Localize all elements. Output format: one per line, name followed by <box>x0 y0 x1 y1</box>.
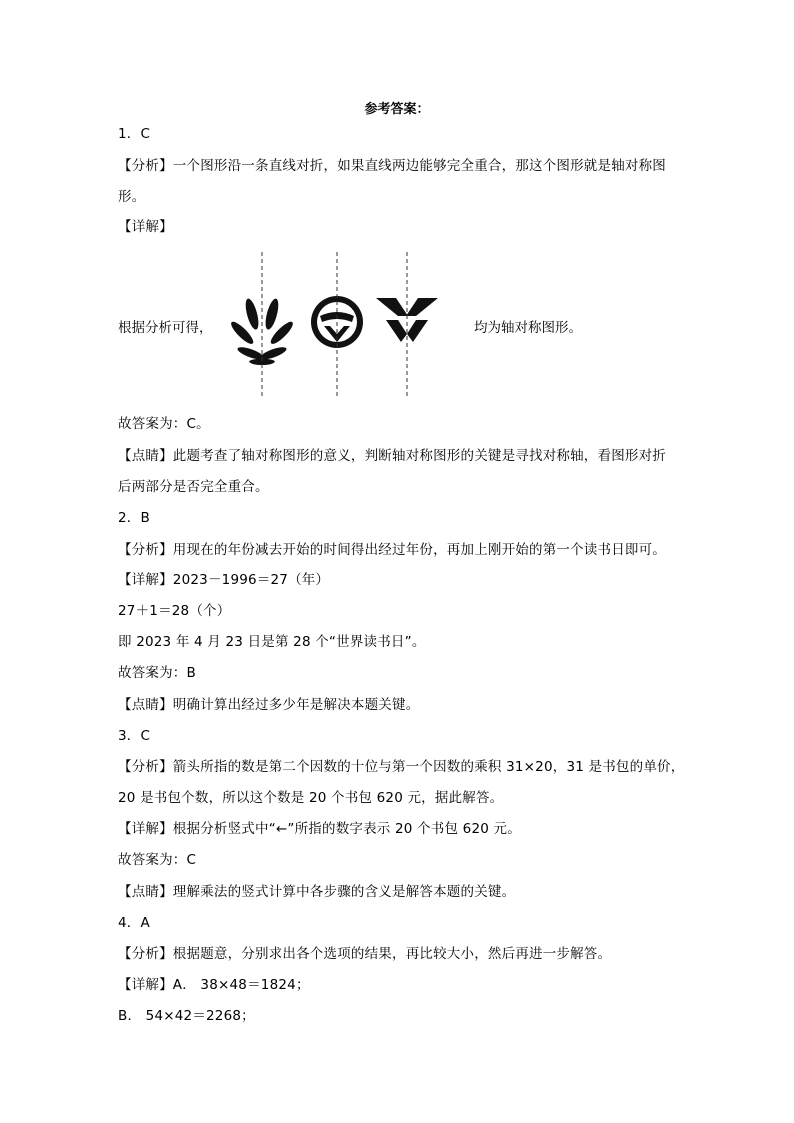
q2-conclusion: 故答案为：B <box>118 665 196 681</box>
q1-comment: 【点睛】此题考查了轴对称图形的意义，判断轴对称图形的关键是寻找对称轴，看图形对折 <box>118 448 666 464</box>
q3-answer: 3．C <box>118 728 151 744</box>
q2-comment: 【点睛】明确计算出经过多少年是解决本题关键。 <box>118 697 420 713</box>
q1-answer: 1．C <box>118 126 151 142</box>
q2-detail: 【详解】2023－1996＝27（年） <box>118 572 330 588</box>
page-title: 参考答案： <box>364 102 430 117</box>
symmetric-logos-figure <box>226 250 466 400</box>
figure-prefix: 根据分析可得， <box>118 320 213 336</box>
q1-analysis: 【分析】一个图形沿一条直线对折，如果直线两边能够完全重合，那这个图形就是轴对称图 <box>118 158 666 174</box>
q4-detail-a: 【详解】A． 38×48＝1824； <box>118 977 310 993</box>
q3-conclusion: 故答案为：C <box>118 852 197 868</box>
q2-answer: 2．B <box>118 510 150 526</box>
q3-comment: 【点睛】理解乘法的竖式计算中各步骤的含义是解答本题的关键。 <box>118 884 516 900</box>
q3-analysis: 【分析】箭头所指的数是第二个因数的十位与第一个因数的乘积 31×20，31 是书包的单价， <box>118 759 685 775</box>
q1-figure-row <box>118 250 678 400</box>
q4-answer: 4．A <box>118 915 150 931</box>
q1-conclusion: 故答案为：C。 <box>118 416 210 432</box>
q4-analysis: 【分析】根据题意，分别求出各个选项的结果，再比较大小，然后再进一步解答。 <box>118 946 612 962</box>
q2-detail-3: 即 2023 年 4 月 23 日是第 28 个“世界读书日”。 <box>118 634 426 650</box>
q3-analysis-cont: 20 是书包个数，所以这个数是 20 个书包 620 元，据此解答。 <box>118 790 504 806</box>
q4-detail-b: B． 54×42＝2268； <box>118 1008 255 1024</box>
q1-comment-cont: 后两部分是否完全重合。 <box>118 479 269 495</box>
q1-analysis-cont: 形。 <box>118 189 146 205</box>
q3-detail: 【详解】根据分析竖式中“←”所指的数字表示 20 个书包 620 元。 <box>118 821 521 837</box>
q2-analysis: 【分析】用现在的年份减去开始的时间得出经过年份，再加上刚开始的第一个读书日即可。 <box>118 542 666 558</box>
q1-detail-heading: 【详解】 <box>118 219 173 235</box>
figure-suffix: 均为轴对称图形。 <box>474 320 582 336</box>
q2-detail-2: 27＋1＝28（个） <box>118 603 231 619</box>
